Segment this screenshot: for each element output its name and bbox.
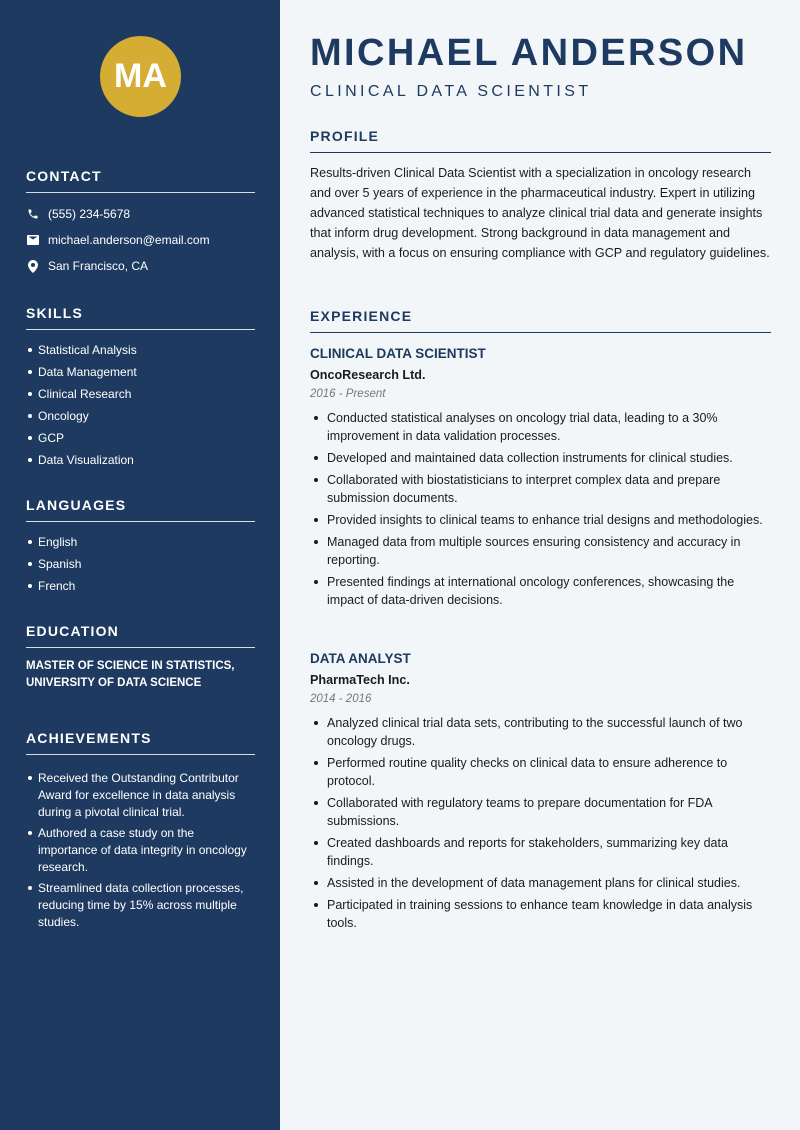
job-company: PharmaTech Inc. [310,673,410,687]
profile-title: PROFILE [310,128,771,153]
contact-section [26,168,255,279]
mail-icon [26,233,40,247]
achievement-item: Streamlined data collection processes, reducing time by 15% across multiple studies. [26,880,255,931]
education-section [26,623,255,692]
contact-title: CONTACT [26,168,255,193]
job-bullet: Presented findings at international oncology conferences, showcasing the impact of data-driven decisions. [310,573,771,609]
job-bullet: Provided insights to clinical teams to enhance trial designs and methodologies. [310,511,771,529]
job-title: DATA ANALYST [310,651,411,666]
languages-list [26,534,255,600]
job-bullet: Performed routine quality checks on clinical data to ensure adherence to protocol. [310,754,771,790]
job-bullet: Collaborated with regulatory teams to prepare documentation for FDA submissions. [310,794,771,830]
job-dates: 2016 - Present [310,388,386,400]
avatar: MA [100,36,181,117]
language-item: French [26,578,255,600]
job-dates: 2014 - 2016 [310,693,372,705]
profile-text: Results-driven Clinical Data Scientist with a specialization in oncology research and over 5 years of experience in the pharmaceutical industry. Expert in utilizing advanced statistical techniques to analyze clinical trial data and generate insights that inform drug development. Strong background in data management and analysis, with a focus on ensuring compliance with GCP and regulatory guidelines. [310,166,770,260]
achievements-list [26,770,255,931]
contact-email[interactable] [26,227,255,253]
job-entry [310,346,771,613]
achievements-section [26,730,255,935]
job-bullets [310,409,771,609]
languages-title: LANGUAGES [26,497,255,522]
email-text: michael.anderson@email.com [48,233,210,247]
achievement-item: Authored a case study on the importance of data integrity in oncology research. [26,825,255,876]
language-item: English [26,534,255,556]
sidebar [0,0,280,1130]
location-text: San Francisco, CA [48,259,149,273]
location-pin-icon [26,259,40,273]
job-entry [310,651,771,936]
skill-item: Data Management [26,364,255,386]
job-bullets [310,714,771,932]
contact-location [26,253,255,279]
job-bullet: Developed and maintained data collection instruments for clinical studies. [310,449,771,467]
candidate-role: CLINICAL DATA SCIENTIST [310,83,592,100]
skills-section [26,305,255,474]
skill-item: Statistical Analysis [26,342,255,364]
skill-item: GCP [26,430,255,452]
skill-item: Data Visualization [26,452,255,474]
achievements-title: ACHIEVEMENTS [26,730,255,755]
phone-text: (555) 234-5678 [48,207,131,221]
education-entry: MASTER OF SCIENCE IN STATISTICS, UNIVERSITY OF DATA SCIENCE [26,660,235,689]
job-bullet: Conducted statistical analyses on oncology trial data, leading to a 30% improvement in data validation processes. [310,409,771,445]
job-bullet: Assisted in the development of data management plans for clinical studies. [310,874,771,892]
language-item: Spanish [26,556,255,578]
job-bullet: Created dashboards and reports for stakeholders, summarizing key data findings. [310,834,771,870]
contact-phone[interactable] [26,201,255,227]
job-company: OncoResearch Ltd. [310,368,426,382]
job-bullet: Collaborated with biostatisticians to interpret complex data and prepare submission documents. [310,471,771,507]
job-bullet: Analyzed clinical trial data sets, contributing to the successful launch of two oncology drugs. [310,714,771,750]
job-title: CLINICAL DATA SCIENTIST [310,346,486,361]
languages-section [26,497,255,600]
phone-icon [26,207,40,221]
skills-title: SKILLS [26,305,255,330]
experience-title: EXPERIENCE [310,308,771,333]
candidate-name: MICHAEL ANDERSON [310,32,748,74]
skills-list [26,342,255,474]
skill-item: Clinical Research [26,386,255,408]
achievement-item: Received the Outstanding Contributor Award for excellence in data analysis during a pivotal clinical trial. [26,770,255,821]
job-bullet: Managed data from multiple sources ensuring consistency and accuracy in reporting. [310,533,771,569]
skill-item: Oncology [26,408,255,430]
job-bullet: Participated in training sessions to enhance team knowledge in data analysis tools. [310,896,771,932]
education-title: EDUCATION [26,623,255,648]
